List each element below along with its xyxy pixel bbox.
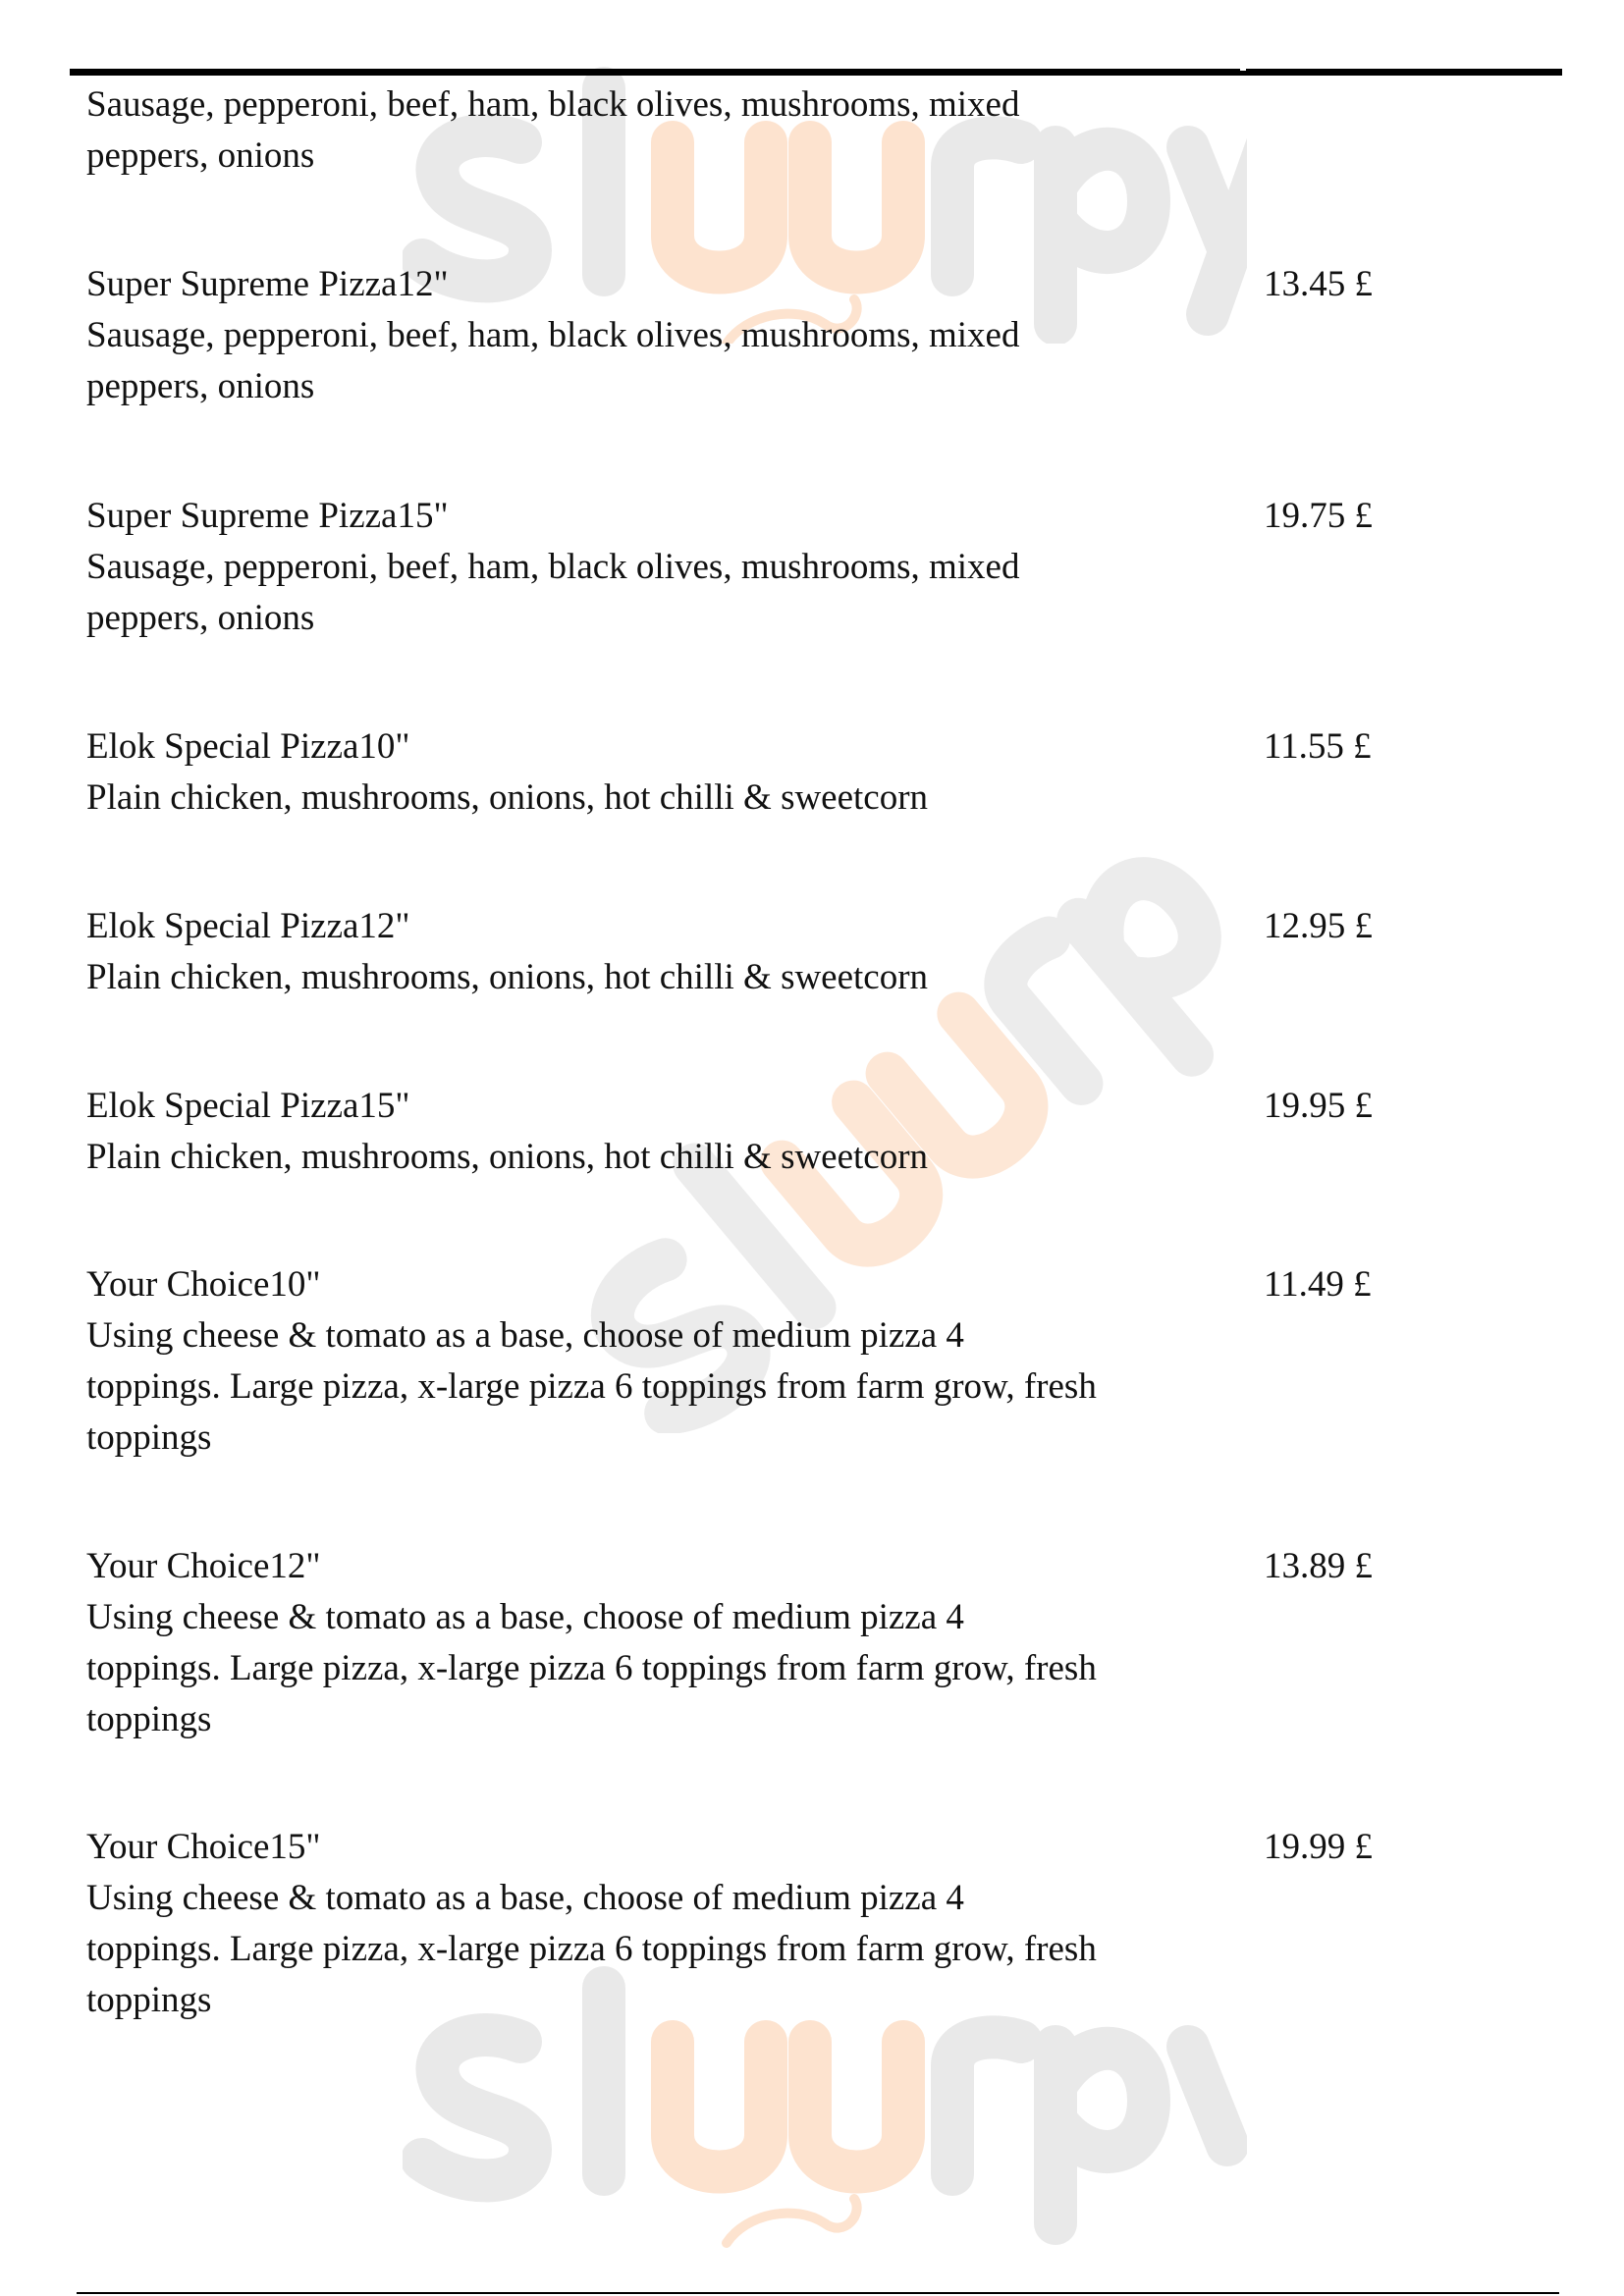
- menu-item: [86, 491, 1540, 644]
- menu-item-price: 12.95 £: [1264, 906, 1373, 946]
- menu-item: [86, 721, 1540, 824]
- menu-item-description: Plain chicken, mushrooms, onions, hot chilli & sweetcorn: [86, 1137, 929, 1177]
- bottom-divider-rule: [77, 2292, 1559, 2294]
- menu-item-name: Your Choice15": [86, 1827, 321, 1867]
- menu-item-name: Your Choice10": [86, 1264, 321, 1305]
- menu-item-description: Plain chicken, mushrooms, onions, hot chilli & sweetcorn: [86, 777, 929, 818]
- menu-item: [86, 259, 1540, 412]
- menu-item-price: 19.75 £: [1264, 496, 1373, 536]
- menu-item: [86, 901, 1540, 1003]
- menu-item-name: Elok Special Pizza12": [86, 906, 410, 946]
- top-divider-gap: [1240, 69, 1246, 71]
- menu-item-description: Plain chicken, mushrooms, onions, hot chilli & sweetcorn: [86, 957, 929, 997]
- menu-item: [86, 1259, 1540, 1464]
- menu-item-price: 13.45 £: [1264, 264, 1373, 304]
- menu-item-description: Using cheese & tomato as a base, choose of medium pizza 4 toppings. Large pizza, x-large pizza 6 toppings from farm grow, fresh toppings: [86, 1315, 1097, 1458]
- menu-item-description: Sausage, pepperoni, beef, ham, black olives, mushrooms, mixed peppers, onions: [86, 84, 1020, 176]
- menu-item-description: Using cheese & tomato as a base, choose of medium pizza 4 toppings. Large pizza, x-large pizza 6 toppings from farm grow, fresh toppings: [86, 1878, 1097, 2020]
- menu-item: [86, 1541, 1540, 1745]
- menu-item-name: Elok Special Pizza15": [86, 1086, 410, 1126]
- menu-item-price: 19.95 £: [1264, 1086, 1373, 1126]
- menu-item-continued: [86, 80, 1540, 182]
- menu-item: [86, 1081, 1540, 1183]
- menu-item-name: Your Choice12": [86, 1546, 321, 1586]
- menu-item-name: Super Supreme Pizza15": [86, 496, 449, 536]
- menu-item-price: 11.49 £: [1264, 1264, 1372, 1305]
- menu-item-price: 11.55 £: [1264, 726, 1372, 767]
- top-divider-rule: [70, 69, 1562, 76]
- menu-item-name: Super Supreme Pizza12": [86, 264, 449, 304]
- menu-item-price: 19.99 £: [1264, 1827, 1373, 1867]
- menu-item-description: Sausage, pepperoni, beef, ham, black olives, mushrooms, mixed peppers, onions: [86, 315, 1020, 406]
- menu-item-price: 13.89 £: [1264, 1546, 1373, 1586]
- menu-item-description: Using cheese & tomato as a base, choose of medium pizza 4 toppings. Large pizza, x-large pizza 6 toppings from farm grow, fresh toppings: [86, 1597, 1097, 1739]
- menu-item: [86, 1822, 1540, 2026]
- menu-item-name: Elok Special Pizza10": [86, 726, 410, 767]
- menu-item-description: Sausage, pepperoni, beef, ham, black olives, mushrooms, mixed peppers, onions: [86, 547, 1020, 638]
